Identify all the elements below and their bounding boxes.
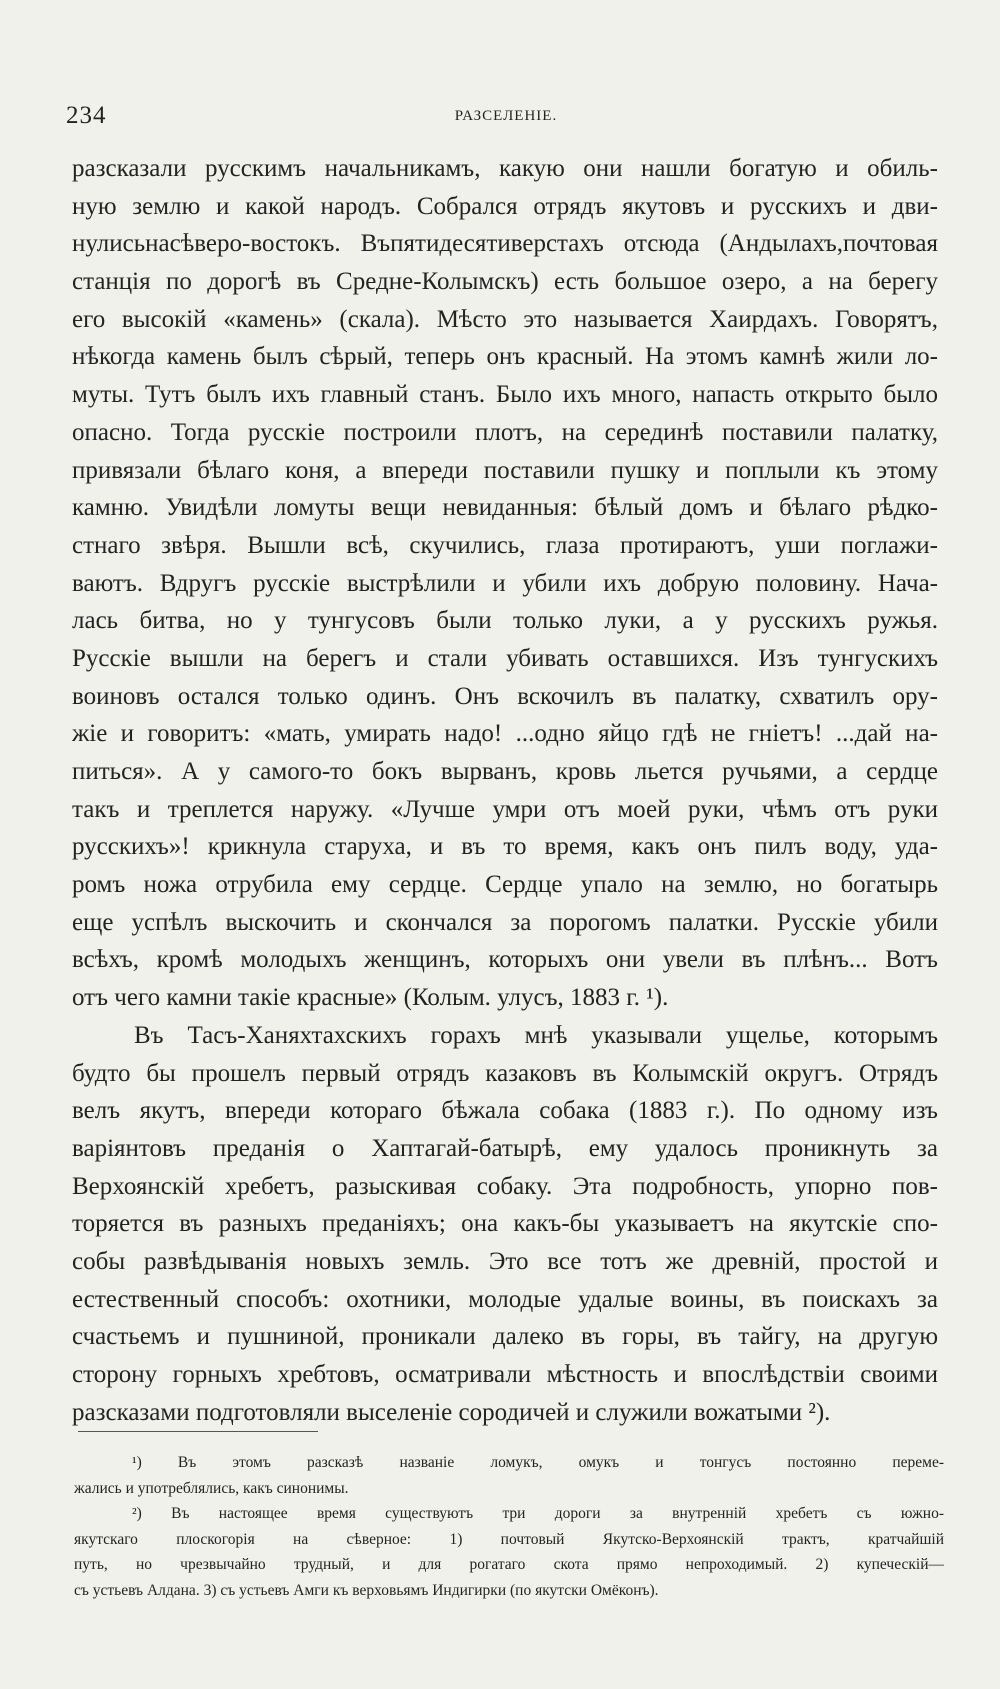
text-line: счастьемъ и пушниной, проникали далеко въ горы, въ тайгу, на другую <box>72 1323 938 1351</box>
text-line: ромъ ножа отрубила ему сердце. Сердце упало на землю, но богатырь <box>72 871 938 899</box>
text-line: разсказами подготовляли выселеніе сородичей и служили вожатыми ²). <box>72 1398 831 1426</box>
footnote-line: ²) Въ настоящее время существуютъ три дороги за внутренній хребетъ съ южно- <box>132 1505 944 1523</box>
text-line: Верхоянскій хребетъ, разыскивая собаку. Эта подробность, упорно пов- <box>72 1172 938 1200</box>
text-line: русскихъ»! крикнула старуха, и въ то время, какъ онъ пилъ воду, уда- <box>72 833 938 861</box>
page-number: 234 <box>66 102 107 129</box>
text-line: лась битва, но у тунгусовъ были только луки, а у русскихъ ружья. <box>72 607 938 635</box>
text-line: варіянтовъ преданія о Хаптагай-батырѣ, ему удалось проникнуть за <box>72 1134 938 1162</box>
footnotes <box>74 1450 944 1604</box>
text-line: муты. Тутъ былъ ихъ главный станъ. Было ихъ много, напасть открыто было <box>72 381 938 409</box>
text-line: ную землю и какой народъ. Собрался отрядъ якутовъ и русскихъ и дви- <box>72 192 938 220</box>
text-line: будто бы прошелъ первый отрядъ казаковъ въ Колымскій округъ. Отрядъ <box>72 1059 938 1087</box>
page-header <box>66 102 946 132</box>
text-line: ваютъ. Вдругъ русскіе выстрѣлили и убили ихъ добрую половину. Нача- <box>72 569 938 597</box>
footnote-separator <box>78 1431 318 1432</box>
text-line: такъ и треплется наружу. «Лучше умри отъ моей руки, чѣмъ отъ руки <box>72 795 938 823</box>
text-line: разсказали русскимъ начальникамъ, какую они нашли богатую и обиль- <box>72 155 938 182</box>
text-line: торяется въ разныхъ преданіяхъ; она какъ-бы указываетъ на якутскіе спо- <box>72 1210 938 1238</box>
text-line: еще успѣлъ выскочить и скончался за порогомъ палатки. Русскіе убили <box>72 908 938 936</box>
text-line: воиновъ остался только одинъ. Онъ вскочилъ въ палатку, схватилъ ору- <box>72 682 938 710</box>
text-line: станція по дорогѣ въ Средне-Колымскъ) есть большое озеро, а на берегу <box>72 268 938 296</box>
text-line: Въ Тасъ-Ханяхтахскихъ горахъ мнѣ указывали ущелье, которымъ <box>134 1021 938 1049</box>
main-text <box>72 150 938 1431</box>
text-line: сторону горныхъ хребтовъ, осматривали мѣстность и впослѣдствіи своими <box>72 1361 938 1388</box>
text-line: привязали бѣлаго коня, а впереди поставили пушку и поплыли къ этому <box>72 456 938 484</box>
footnote-line: съ устьевъ Алдана. 3) съ устьевъ Амги къ верховьямъ Индигирки (по якутски Омёконъ). <box>74 1581 659 1599</box>
footnote-line: путь, но чрезвычайно трудный, и для рогатаго скота прямо непроходимый. 2) купеческій— <box>74 1556 944 1574</box>
footnote-line: якутскаго плоскогорія на сѣверное: 1) почтовый Якутско-Верхоянскій трактъ, кратчайшій <box>74 1530 944 1548</box>
text-line: опасно. Тогда русскіе построили плотъ, на серединѣ поставили палатку, <box>72 418 938 446</box>
text-line: естественный способъ: охотники, молодые удалые воины, въ поискахъ за <box>72 1285 938 1313</box>
running-head: РАЗСЕЛЕНІЕ. <box>454 108 558 124</box>
text-line: его высокій «камень» (скала). Мѣсто это называется Хаирдахъ. Говорятъ, <box>72 305 938 333</box>
text-line: отъ чего камни такіе красные» (Колым. улусъ, 1883 г. ¹). <box>72 984 669 1012</box>
text-line: нѣкогда камень былъ сѣрый, теперь онъ красный. На этомъ камнѣ жили ло- <box>72 343 938 371</box>
text-line: велъ якутъ, впереди котораго бѣжала собака (1883 г.). По одному изъ <box>72 1097 938 1125</box>
footnote-line: жались и употреблялись, какъ синонимы. <box>74 1479 349 1497</box>
text-line: жіе и говоритъ: «мать, умирать надо! ...одно яйцо гдѣ не гніетъ! ...дай на- <box>72 720 938 748</box>
text-line: стнаго звѣря. Вышли всѣ, скучились, глаза протираютъ, уши поглажи- <box>72 531 938 559</box>
text-line: камню. Увидѣли ломуты вещи невиданныя: бѣлый домъ и бѣлаго рѣдко- <box>72 494 938 522</box>
text-line: всѣхъ, кромѣ молодыхъ женщинъ, которыхъ они увели въ плѣнъ... Вотъ <box>72 946 938 974</box>
text-line: Русскіе вышли на берегъ и стали убивать оставшихся. Изъ тунгускихъ <box>72 644 938 672</box>
text-line: питься». А у самого-то бокъ вырванъ, кровь льется ручьями, а сердце <box>72 758 938 785</box>
text-line: нулисьнасѣверо-востокъ. Въпятидесятиверстахъ отсюда (Андылахъ,почтовая <box>72 230 938 258</box>
footnote-line: ¹) Въ этомъ разсказѣ названіе ломукъ, омукъ и тонгусъ постоянно переме- <box>132 1454 944 1471</box>
text-line: собы развѣдыванія новыхъ земль. Это все тотъ же древній, простой и <box>72 1247 938 1275</box>
